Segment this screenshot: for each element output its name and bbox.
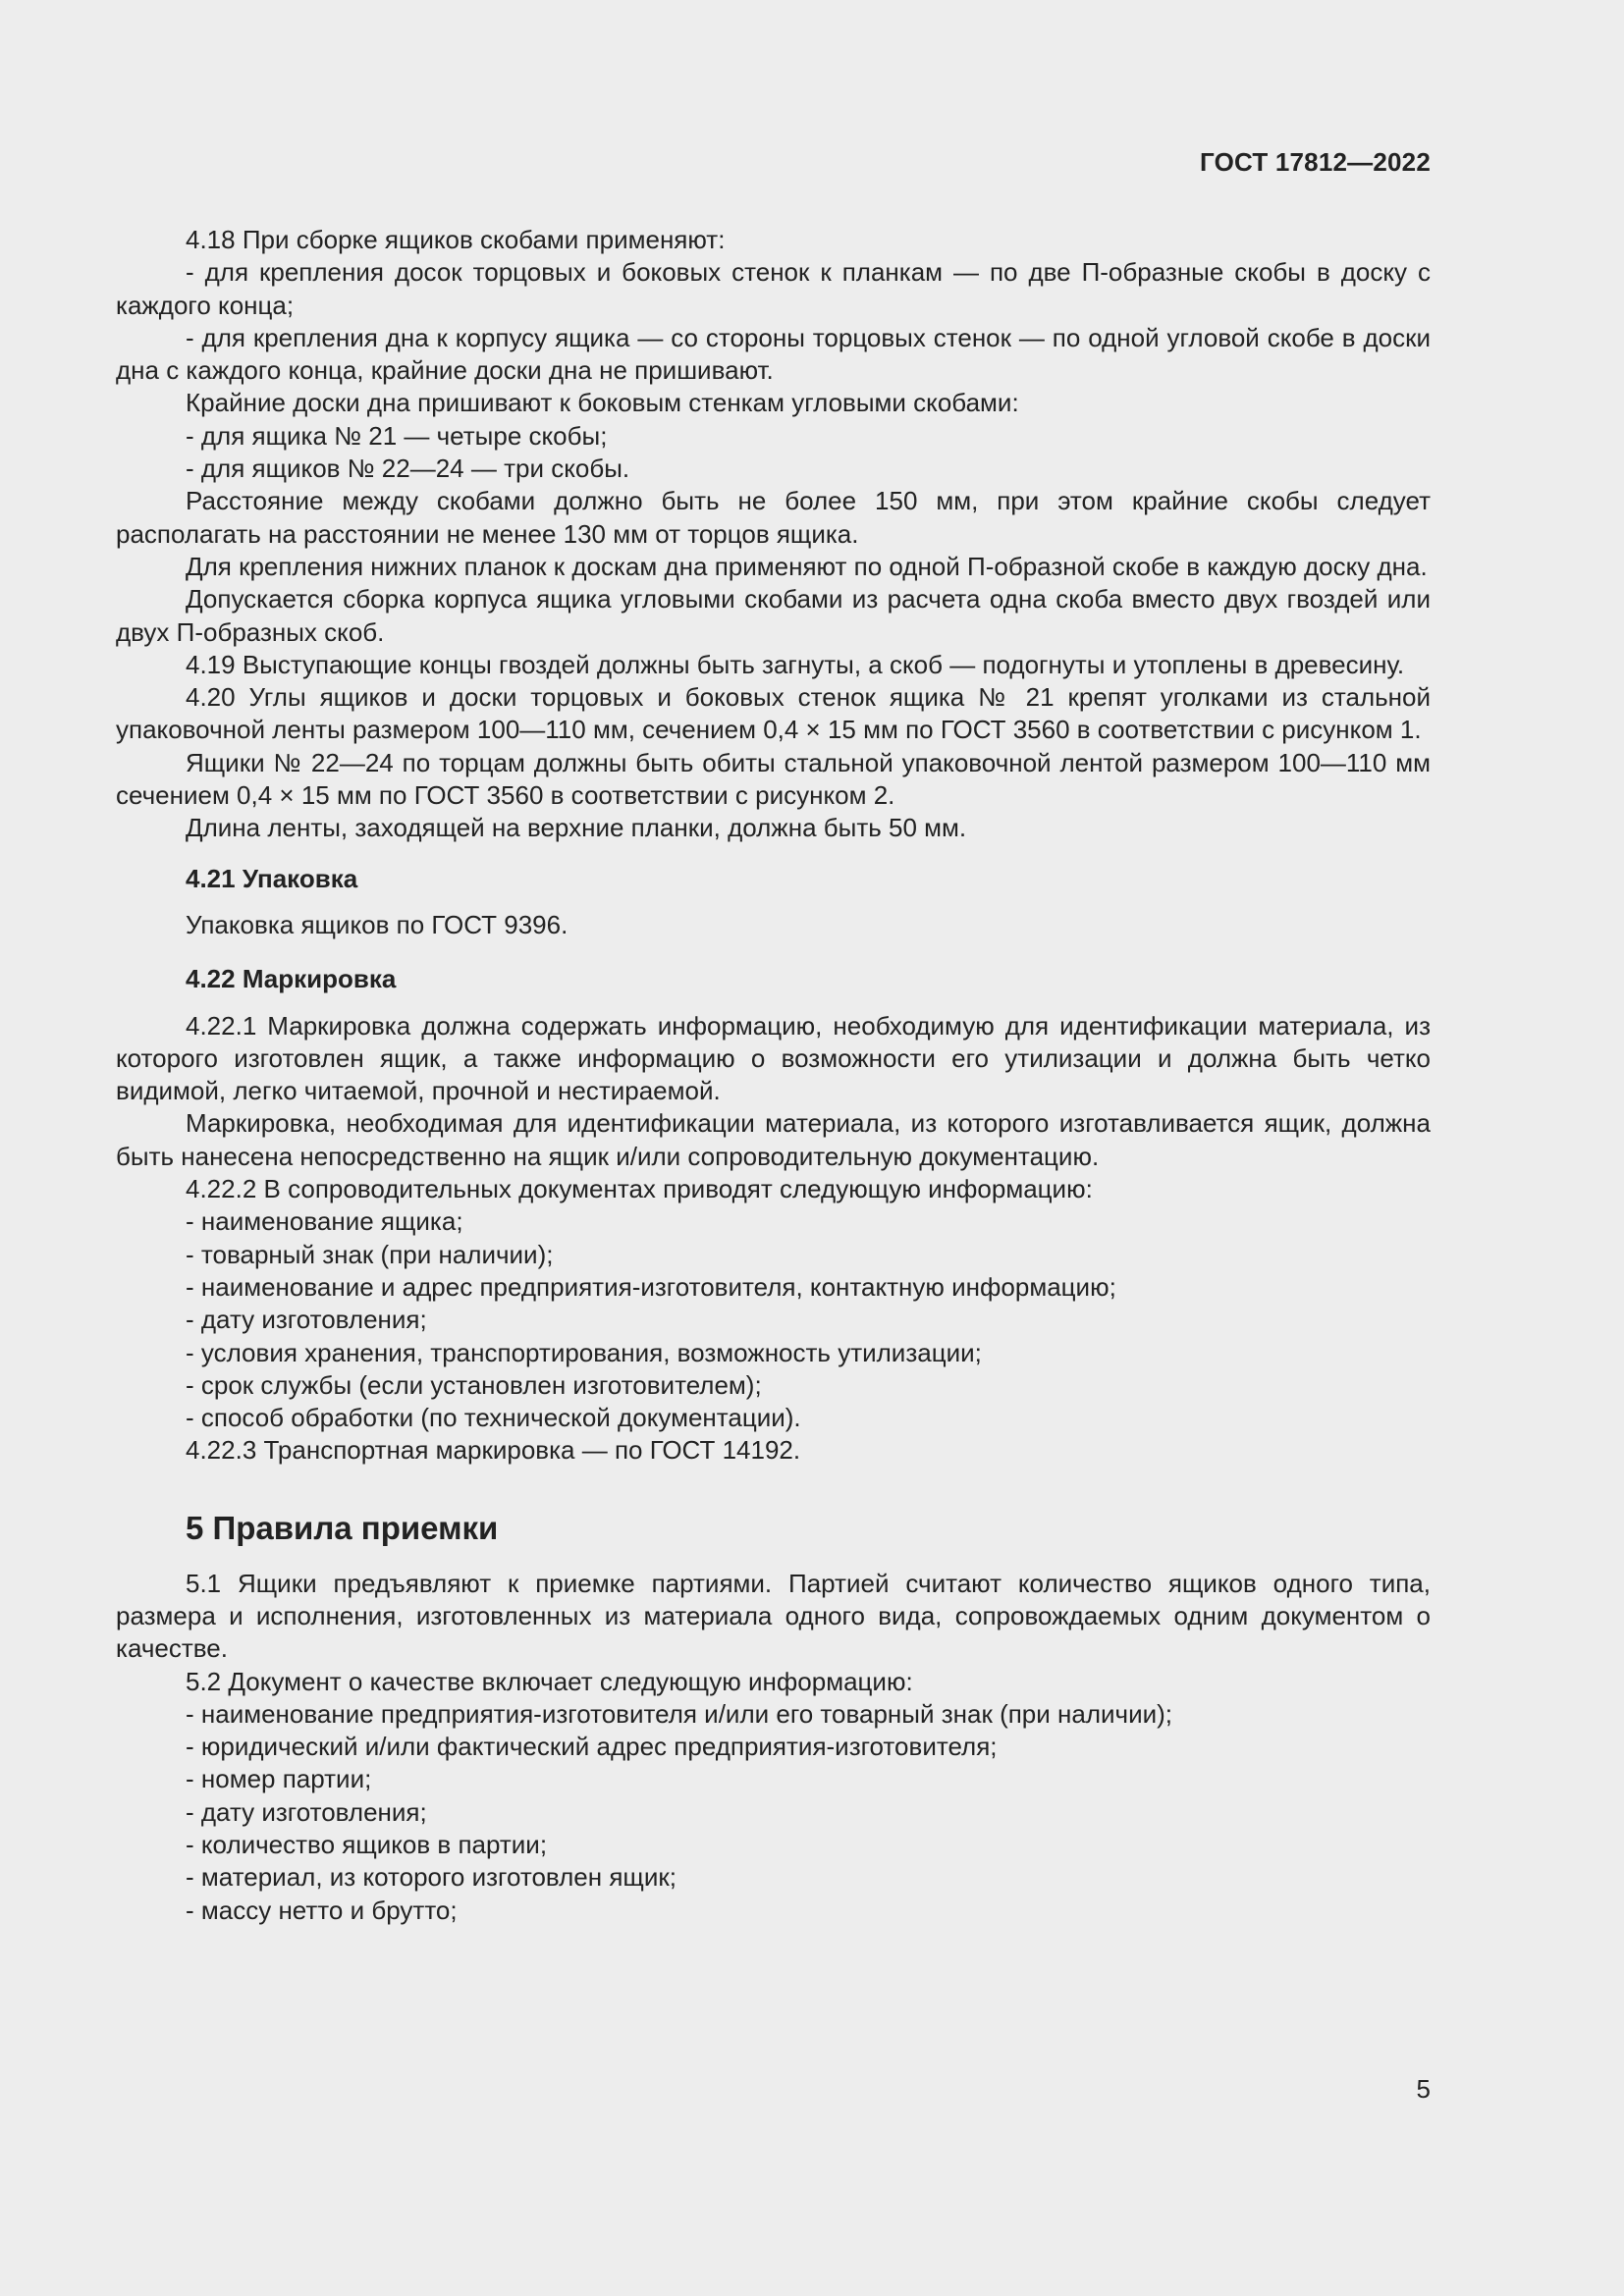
paragraph-distance: Расстояние между скобами должно быть не более 150 мм, при этом крайние скобы следует располагать на расстоянии не менее 130 мм от торцов ящика. bbox=[116, 486, 1431, 549]
paragraph-4-22-1: 4.22.1 Маркировка должна содержать информацию, необходимую для идентификации материала, из которого изготовлен ящик, а также информацию о возможности его утилизации и должна быть четко видимой, легко читаемой, прочной и нестираемой. bbox=[116, 1010, 1431, 1106]
list-item: - для крепления досок торцовых и боковых стенок к планкам — по две П-образные скобы в доску с каждого конца; bbox=[116, 257, 1431, 320]
list-item: - наименование и адрес предприятия-изготовителя, контактную информацию; bbox=[186, 1271, 1116, 1302]
list-item: - наименование предприятия-изготовителя и/или его товарный знак (при наличии); bbox=[186, 1698, 1172, 1729]
list-item: - юридический и/или фактический адрес предприятия-изготовителя; bbox=[186, 1732, 998, 1762]
heading-4-21: 4.21 Упаковка bbox=[186, 863, 358, 893]
list-item: - товарный знак (при наличии); bbox=[186, 1239, 554, 1269]
standard-header: ГОСТ 17812—2022 bbox=[1200, 147, 1431, 177]
paragraph-4-19: 4.19 Выступающие концы гвоздей должны быть загнуты, а скоб — подогнуты и утоплены в древесину. bbox=[186, 649, 1405, 679]
list-item: - срок службы (если установлен изготовителем); bbox=[186, 1369, 762, 1400]
list-item: - дату изготовления; bbox=[186, 1796, 427, 1827]
paragraph-4-21: Упаковка ящиков по ГОСТ 9396. bbox=[186, 909, 568, 939]
list-item: - наименование ящика; bbox=[186, 1206, 463, 1237]
paragraph-4-18-intro: 4.18 При сборке ящиков скобами применяют: bbox=[186, 225, 726, 254]
paragraph-5-1: 5.1 Ящики предъявляют к приемке партиями. Партией считают количество ящиков одного типа, размера и исполнения, изготовленных из материала одного вида, сопровождаемых одним документом о качестве. bbox=[116, 1568, 1431, 1664]
page-number: 5 bbox=[1416, 2074, 1431, 2104]
list-item: - номер партии; bbox=[186, 1764, 372, 1794]
paragraph-allowed: Допускается сборка корпуса ящика угловыми скобами из расчета одна скоба вместо двух гвоздей или двух П-образных скоб. bbox=[116, 584, 1431, 647]
paragraph-4-20-p1: 4.20 Углы ящиков и доски торцовых и боковых стенок ящика № 21 крепят уголками из стальной упаковочной ленты размером 100—110 мм, сечением 0,4 × 15 мм по ГОСТ 3560 в соответствии с рисунком 1. bbox=[116, 682, 1431, 745]
paragraph-5-2: 5.2 Документ о качестве включает следующую информацию: bbox=[186, 1666, 913, 1696]
heading-4-22: 4.22 Маркировка bbox=[186, 964, 397, 994]
paragraph-4-22-marking: Маркировка, необходимая для идентификации материала, из которого изготавливается ящик, должна быть нанесена непосредственно на ящик и/или сопроводительную документацию. bbox=[116, 1108, 1431, 1171]
list-item: - для ящиков № 22—24 — три скобы. bbox=[186, 454, 630, 484]
paragraph-4-20-p3: Длина ленты, заходящей на верхние планки, должна быть 50 мм. bbox=[186, 813, 967, 843]
document-body bbox=[116, 224, 1431, 1927]
list-item: - материал, из которого изготовлен ящик; bbox=[186, 1862, 677, 1893]
list-item: - условия хранения, транспортирования, возможность утилизации; bbox=[186, 1337, 982, 1367]
list-item: - для ящика № 21 — четыре скобы; bbox=[186, 420, 608, 451]
paragraph-4-22-3: 4.22.3 Транспортная маркировка — по ГОСТ 14192. bbox=[186, 1435, 801, 1466]
heading-section-5: 5 Правила приемки bbox=[186, 1509, 499, 1546]
list-item: - количество ящиков в партии; bbox=[186, 1830, 548, 1860]
list-item: - для крепления дна к корпусу ящика — со стороны торцовых стенок — по одной угловой скобе в доски дна с каждого конца, крайние доски дна не пришивают. bbox=[116, 322, 1431, 386]
list-item: - массу нетто и брутто; bbox=[186, 1895, 458, 1925]
list-item: - способ обработки (по технической документации). bbox=[186, 1403, 801, 1433]
paragraph-4-20-p2: Ящики № 22—24 по торцам должны быть обиты стальной упаковочной лентой размером 100—110 мм сечением 0,4 × 15 мм по ГОСТ 3560 в соответствии с рисунком 2. bbox=[116, 747, 1431, 811]
paragraph-bottom-planks: Для крепления нижних планок к доскам дна применяют по одной П-образной скобе в каждую доску дна. bbox=[186, 551, 1428, 581]
paragraph-4-22-2: 4.22.2 В сопроводительных документах приводят следующую информацию: bbox=[186, 1174, 1093, 1204]
paragraph-edge-boards: Крайние доски дна пришивают к боковым стенкам угловыми скобами: bbox=[186, 388, 1019, 418]
list-item: - дату изготовления; bbox=[186, 1305, 427, 1335]
